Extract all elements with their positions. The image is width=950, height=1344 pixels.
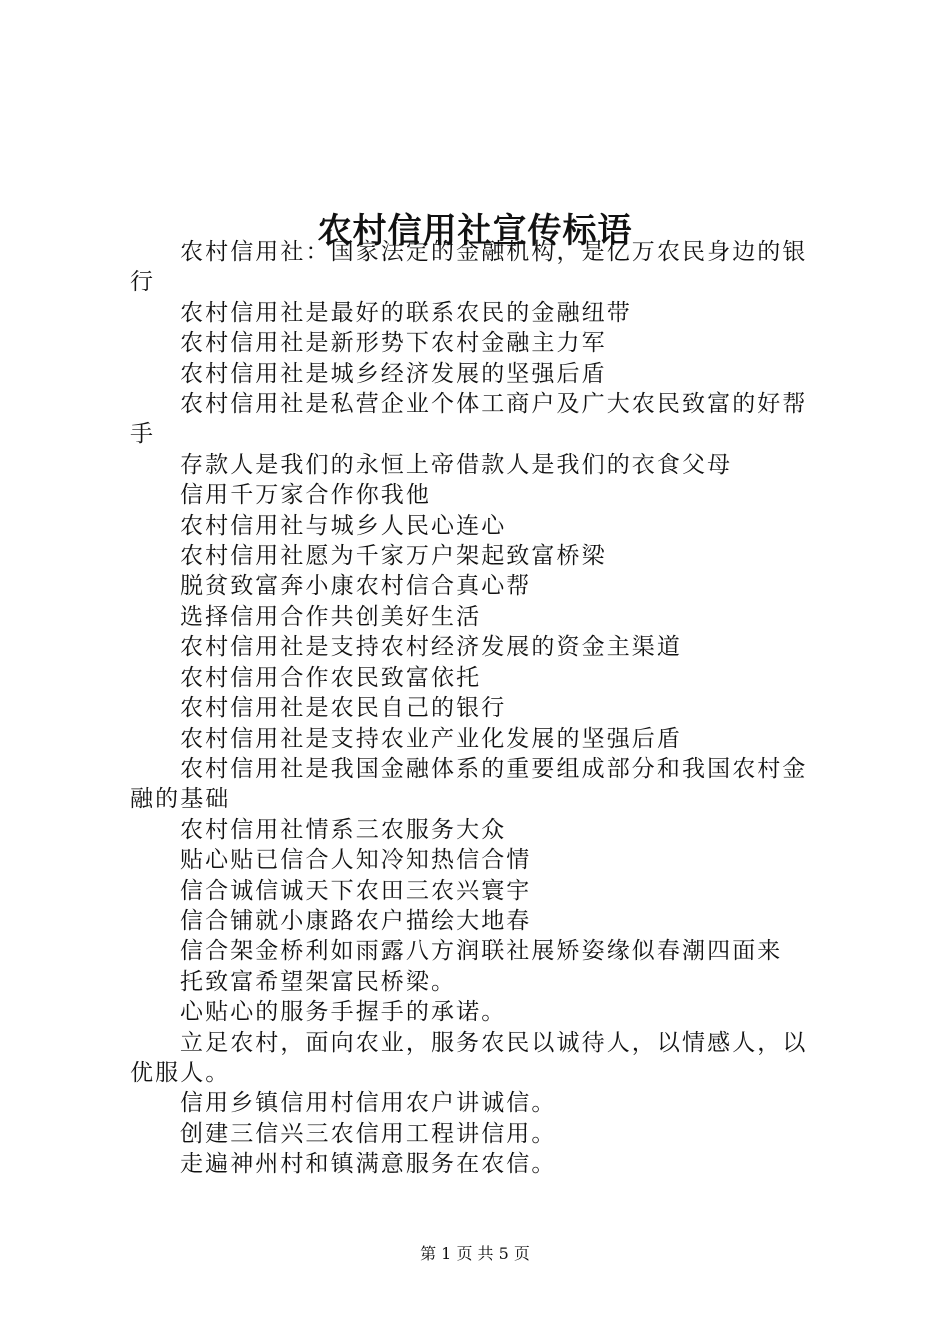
slogan-line: 信用乡镇信用村信用农户讲诚信。 <box>180 1090 557 1117</box>
slogan-line: 农村信用社是农民自己的银行 <box>180 695 507 722</box>
slogan-line: 立足农村，面向农业，服务农民以诚待人，以情感人，以优服人。 <box>130 1029 808 1086</box>
slogan-line: 农村信用社是城乡经济发展的坚强后盾 <box>180 360 607 387</box>
slogan-line: 农村信用社愿为千家万户架起致富桥梁 <box>180 543 607 570</box>
slogan-line: 托致富希望架富民桥梁。 <box>180 968 457 995</box>
slogan-line: 走遍神州村和镇满意服务在农信。 <box>180 1151 557 1178</box>
slogan-line: 农村信用社是私营企业个体工商户及广大农民致富的好帮手 <box>130 391 808 448</box>
slogan-line: 信合诚信诚天下农田三农兴寰宇 <box>180 877 532 904</box>
slogan-line: 心贴心的服务手握手的承诺。 <box>180 999 507 1026</box>
slogan-line: 农村信用社情系三农服务大众 <box>180 816 507 843</box>
slogan-line: 农村信用社是支持农村经济发展的资金主渠道 <box>180 634 682 661</box>
slogan-list <box>130 237 830 1180</box>
slogan-line: 创建三信兴三农信用工程讲信用。 <box>180 1120 557 1147</box>
slogan-line: 信合铺就小康路农户描绘大地春 <box>180 907 532 934</box>
slogan-line: 选择信用合作共创美好生活 <box>180 603 482 630</box>
slogan-line: 脱贫致富奔小康农村信合真心帮 <box>180 573 532 600</box>
slogan-line: 贴心贴已信合人知冷知热信合情 <box>180 847 532 874</box>
slogan-line: 存款人是我们的永恒上帝借款人是我们的衣食父母 <box>180 451 733 478</box>
slogan-line: 农村信用社：国家法定的金融机构，是亿万农民身边的银行 <box>130 239 808 296</box>
page-number-footer: 第 1 页 共 5 页 <box>420 1244 530 1263</box>
slogan-line: 农村信用社是最好的联系农民的金融纽带 <box>180 299 632 326</box>
slogan-line: 农村信用社是我国金融体系的重要组成部分和我国农村金融的基础 <box>130 755 808 813</box>
page-title: 农村信用社宣传标语 <box>317 210 633 251</box>
slogan-line: 农村信用社是支持农业产业化发展的坚强后盾 <box>180 725 682 752</box>
slogan-line: 农村信用社是新形势下农村金融主力军 <box>180 330 607 357</box>
slogan-line: 信用千万家合作你我他 <box>180 482 431 509</box>
slogan-line: 农村信用社与城乡人民心连心 <box>180 512 507 539</box>
slogan-line: 农村信用合作农民致富依托 <box>180 664 482 691</box>
slogan-line: 信合架金桥利如雨露八方润联社展矫姿缘似春潮四面来 <box>180 938 783 965</box>
